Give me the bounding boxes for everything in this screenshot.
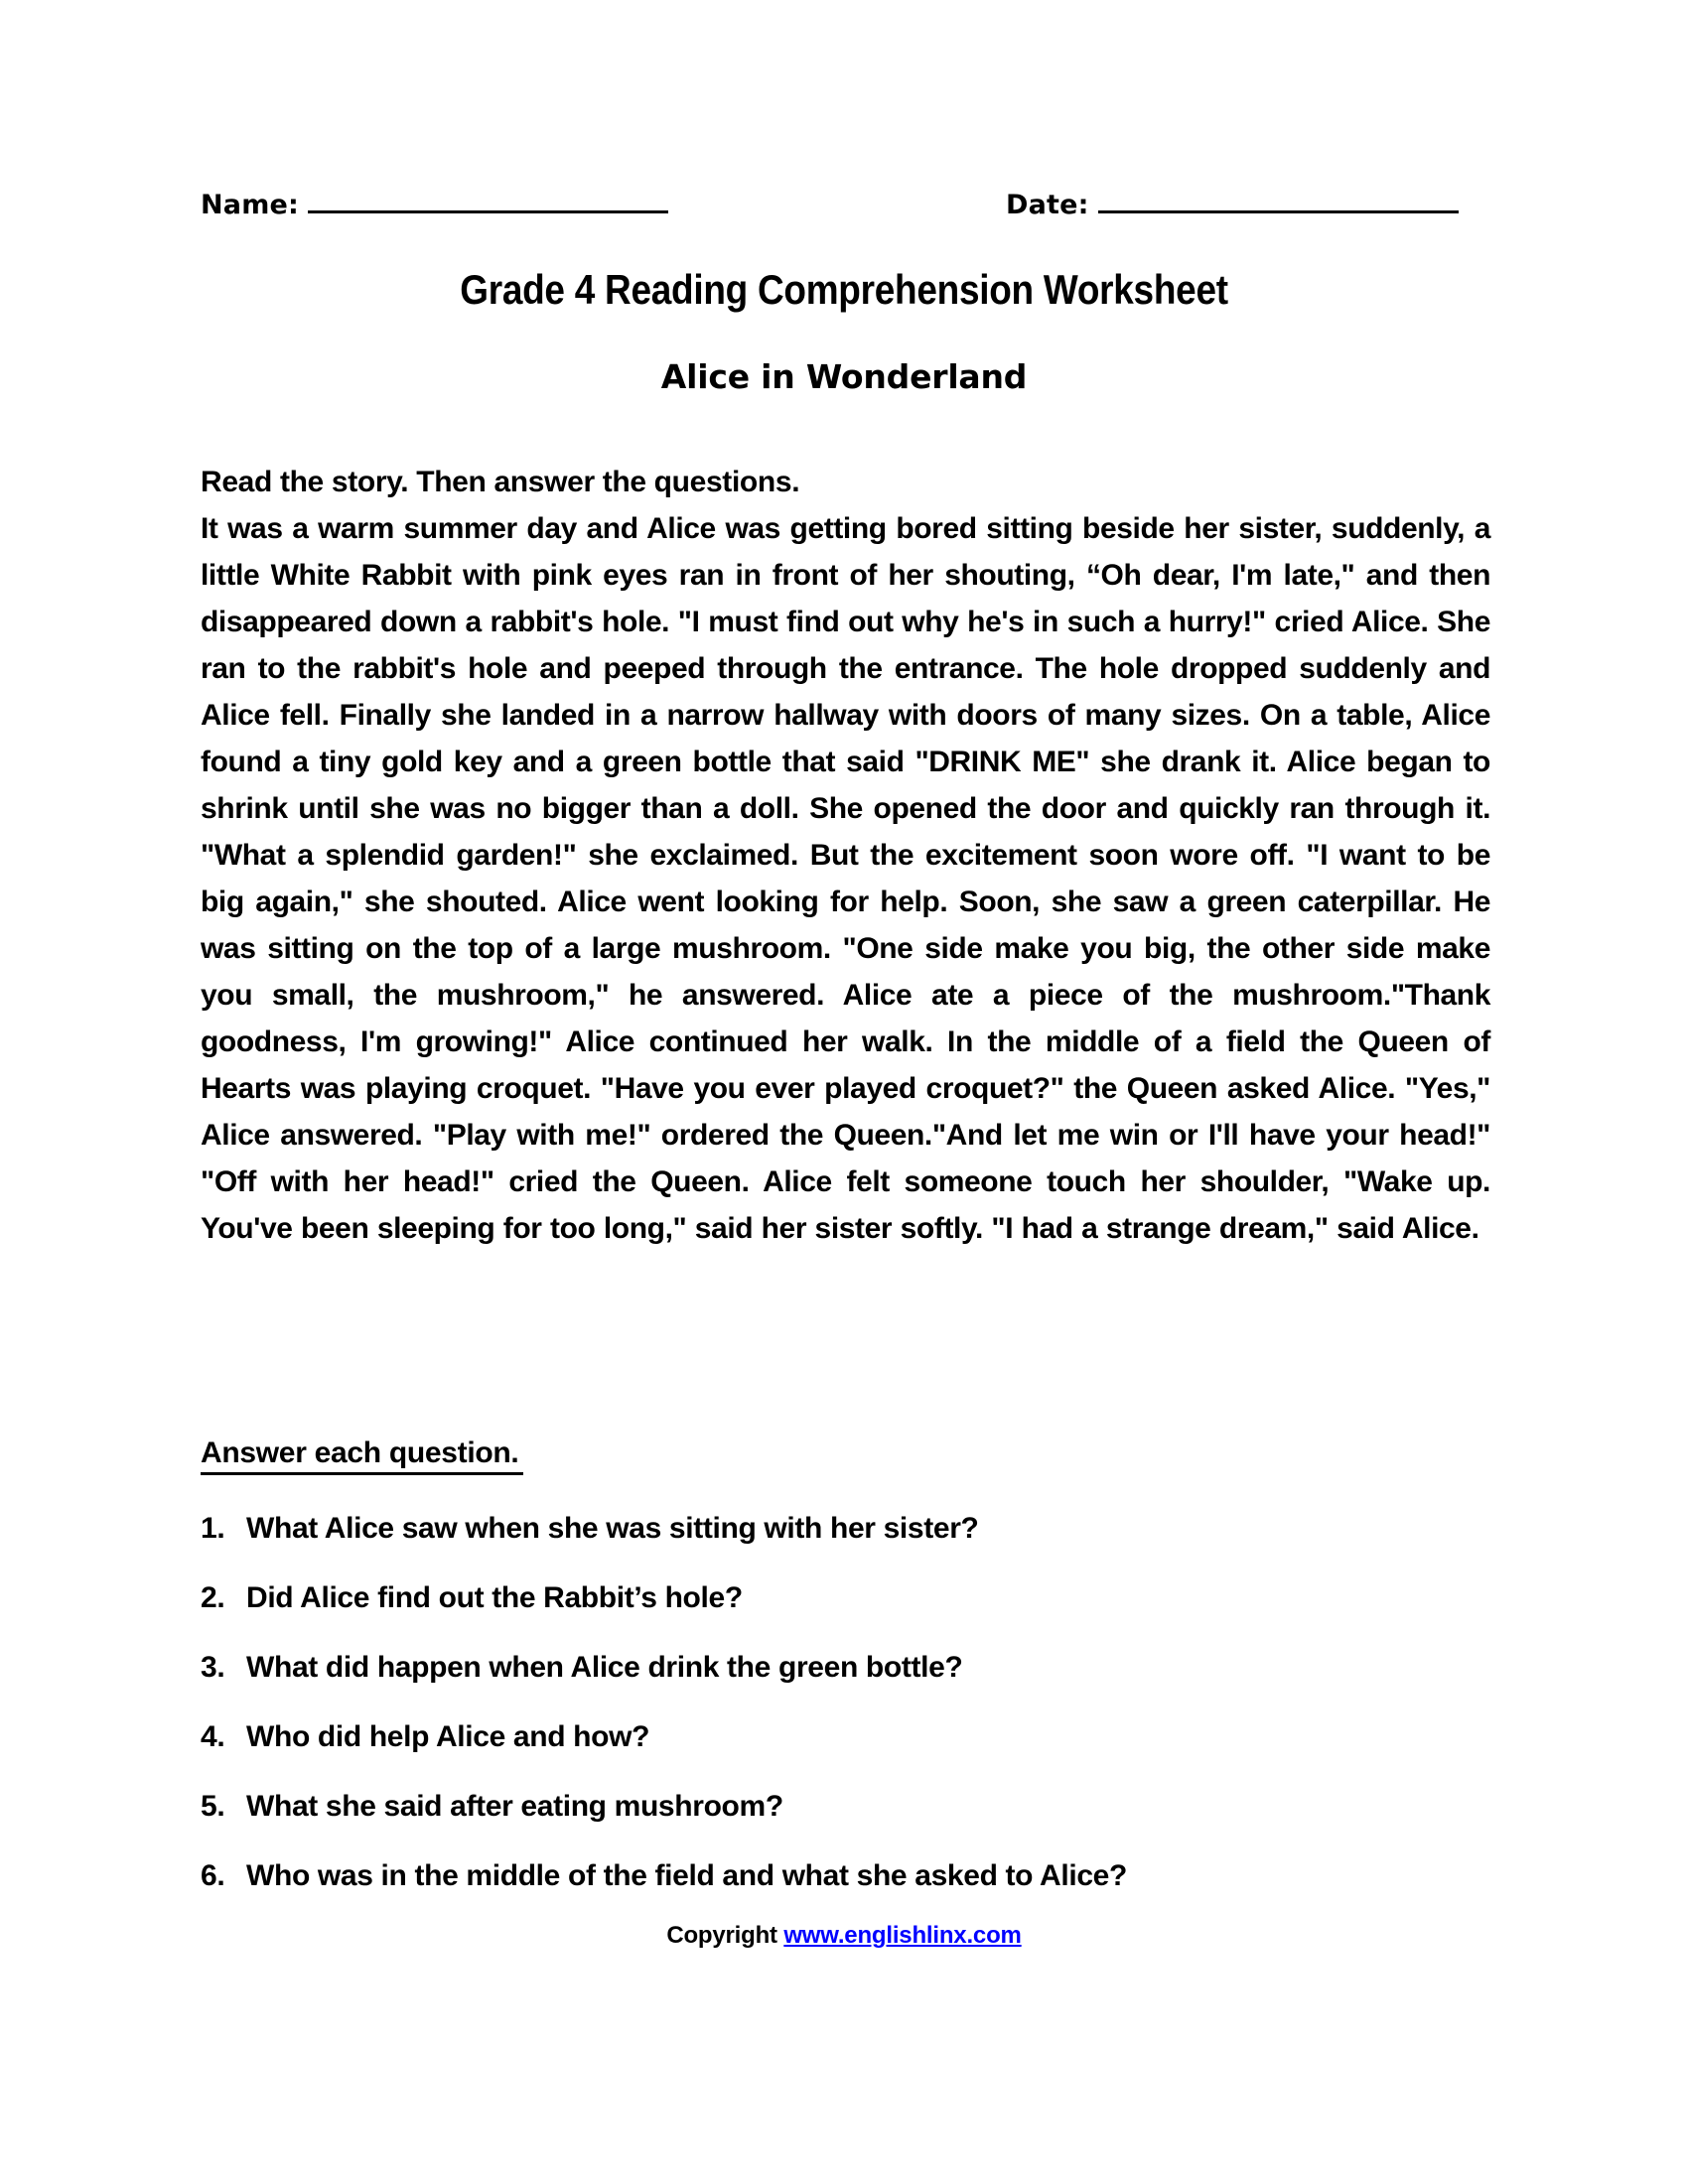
question-text: Who did help Alice and how? — [246, 1720, 650, 1753]
name-input-line[interactable] — [308, 185, 668, 213]
question-number: 1. — [201, 1512, 225, 1545]
englishlinx-link[interactable]: www.englishlinx.com — [783, 1922, 1022, 1949]
question-text: Who was in the middle of the field and what she asked to Alice? — [246, 1859, 1127, 1892]
copyright-label: Copyright — [666, 1922, 777, 1949]
question-text: What she said after eating mushroom? — [246, 1790, 783, 1823]
list-item — [201, 1787, 1491, 1856]
list-item — [201, 1717, 1491, 1787]
date-label: Date: — [1006, 190, 1089, 220]
question-text: What Alice saw when she was sitting with her sister? — [246, 1512, 979, 1545]
question-number: 2. — [201, 1581, 225, 1614]
name-date-row — [201, 185, 1462, 230]
story-block — [201, 459, 1490, 1252]
list-item — [201, 1648, 1491, 1717]
date-input-line[interactable] — [1098, 185, 1459, 213]
page-title: Grade 4 Reading Comprehension Worksheet — [460, 266, 1228, 313]
name-label: Name: — [201, 190, 300, 220]
question-text: Did Alice find out the Rabbit’s hole? — [246, 1581, 743, 1614]
list-item — [201, 1509, 1491, 1578]
footer — [0, 1922, 1688, 1950]
question-number: 5. — [201, 1790, 225, 1823]
story-passage: It was a warm summer day and Alice was getting bored sitting beside her sister, suddenly, a little White Rabbit with pink eyes ran in front of her shouting, “Oh dear, I'm late," and then disappeared down a rabbit's hole. "I must find out why he's in such a hurry!" cried Alice. She ran to the rabbit's hole and peeped through the entrance. The hole dropped suddenly and Alice fell. Finally she landed in a narrow hallway with doors of many sizes. On a table, Alice found a tiny gold key and a green bottle that said "DRINK ME" she drank it. Alice began to shrink until she was no bigger than a doll. She opened the door and quickly ran through it. "What a splendid garden!" she exclaimed. But the excitement soon wore off. "I want to be big again," she shouted. Alice went looking for help. Soon, she saw a green caterpillar. He was sitting on the top of a large mushroom. "One side make you big, the other side make you small, the mushroom," he answered. Alice ate a piece of the mushroom."Thank goodness, I'm growing!" Alice continued her walk. In the middle of a field the Queen of Hearts was playing croquet. "Have you ever played croquet?" the Queen asked Alice. "Yes," Alice answered. "Play with me!" ordered the Queen."And let me win or I'll have your head!" "Off with her head!" cried the Queen. Alice felt someone touch her shoulder, "Wake up. You've been sleeping for too long," said her sister softly. "I had a strange dream," said Alice. — [201, 512, 1490, 1245]
list-item — [201, 1578, 1491, 1648]
list-item — [201, 1856, 1491, 1926]
page-subtitle: Alice in Wonderland — [660, 357, 1028, 396]
question-number: 6. — [201, 1859, 225, 1892]
answer-section-heading-text: Answer each question. — [201, 1436, 523, 1475]
question-text: What did happen when Alice drink the green bottle? — [246, 1651, 963, 1684]
answer-section-heading — [201, 1433, 523, 1473]
question-number: 3. — [201, 1651, 225, 1684]
question-list — [201, 1509, 1491, 1926]
question-number: 4. — [201, 1720, 225, 1753]
instructions-text: Read the story. Then answer the questions. — [201, 466, 800, 498]
name-field-group — [201, 185, 668, 222]
date-field-group — [1006, 185, 1459, 222]
